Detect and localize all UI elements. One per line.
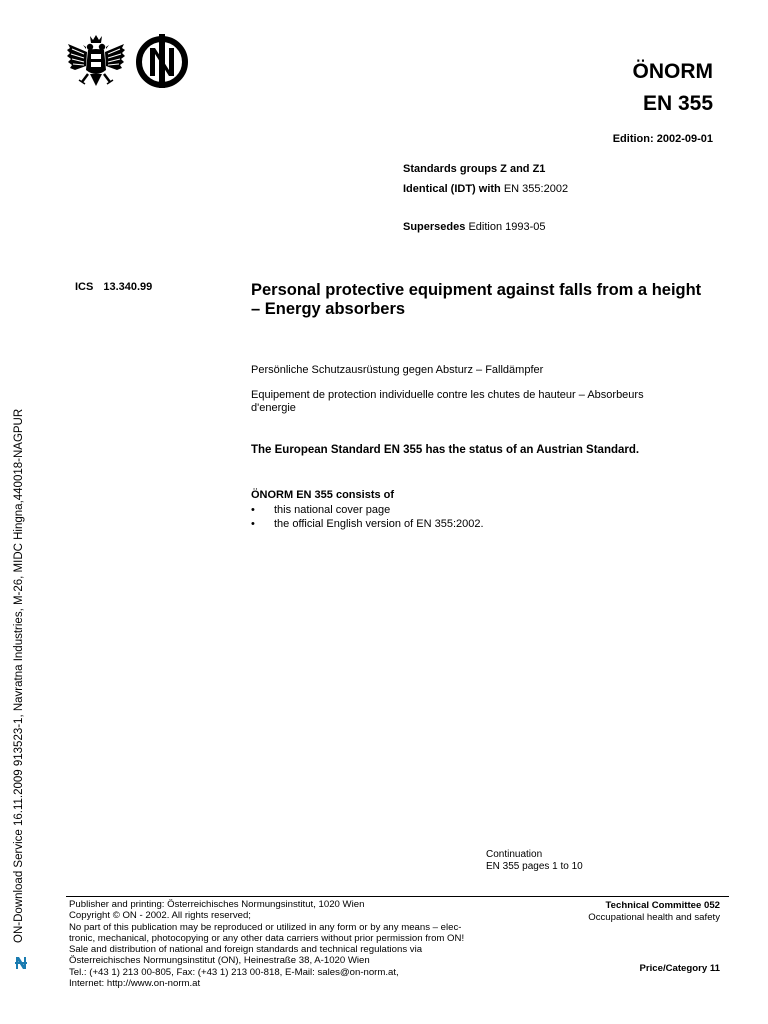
footer-divider [66,896,729,897]
on-logo [135,34,189,88]
publisher-line: Internet: http://www.on-norm.at [69,978,201,990]
list-item-text: this national cover page [274,504,391,516]
identical-label: Identical (IDT) with [403,183,501,195]
price-category: Price/Category 11 [639,963,720,974]
identical-with [403,183,568,195]
on-n-icon [14,955,28,971]
edition-value: 2002-09-01 [656,133,713,145]
continuation-pages: EN 355 pages 1 to 10 [486,861,583,872]
continuation-label: Continuation [486,849,543,860]
ics-value: 13.340.99 [103,281,153,293]
list-item-text: the official English version of EN 355:2002. [274,518,484,530]
consists-heading: ÖNORM EN 355 consists of [251,489,395,501]
download-watermark-text: ON-Download Service 16.11.2009 913523-1, Navratna Industries, M-26, MIDC Hingna,440018-NAGPUR [13,408,25,943]
standards-groups-text: Standards groups Z and Z1 [403,163,546,175]
publisher-line: Sale and distribution of national and foreign standards and technical regulations via [69,944,423,956]
publisher-line: No part of this publication may be reproduced or utilized in any form or by any means – elec- [69,921,462,933]
bullet-icon: • [251,504,255,516]
ics-code [75,281,152,293]
continuation-note [486,849,583,873]
committee-name: Technical Committee 052 [605,900,720,911]
title-french: Equipement de protection individuelle contre les chutes de hauteur – Absorbeurs d'energie [251,389,644,414]
ics-label: ICS [75,281,94,293]
edition-label: Edition: [612,133,654,145]
publisher-line: tronic, mechanical, photocopying or any other data carriers without prior permission from ON! [69,932,465,944]
bullet-icon: • [251,518,255,530]
document-title: Personal protective equipment against falls from a height – Energy absorbers [251,281,702,318]
supersedes-value: Edition 1993-05 [468,221,546,233]
standards-groups [403,163,545,175]
publisher-line: Österreichisches Normungsinstitut (ON), Heinestraße 38, A-1020 Wien [69,955,370,967]
supersedes-label: Supersedes [403,221,466,233]
status-statement: The European Standard EN 355 has the status of an Austrian Standard. [251,444,640,456]
edition [613,133,713,145]
committee-subject: Occupational health and safety [588,912,720,923]
publisher-info [69,899,569,989]
list-item [251,503,484,517]
list-item [251,517,484,531]
standard-name: ÖNORM [632,60,713,83]
standard-number: EN 355 [642,92,713,115]
supersedes [403,221,546,233]
austrian-eagle-logo [66,34,126,92]
consists-list [251,503,484,531]
publisher-line: Publisher and printing: Österreichisches Normungsinstitut, 1020 Wien [69,899,365,910]
publisher-line: Copyright © ON - 2002. All rights reserved; [69,910,251,922]
publisher-line: Tel.: (+43 1) 213 00-805, Fax: (+43 1) 213 00-818, E-Mail: sales@on-norm.at, [69,966,399,978]
technical-committee [588,900,720,924]
title-german: Persönliche Schutzausrüstung gegen Absturz – Falldämpfer [251,364,544,376]
identical-value: EN 355:2002 [503,183,569,195]
